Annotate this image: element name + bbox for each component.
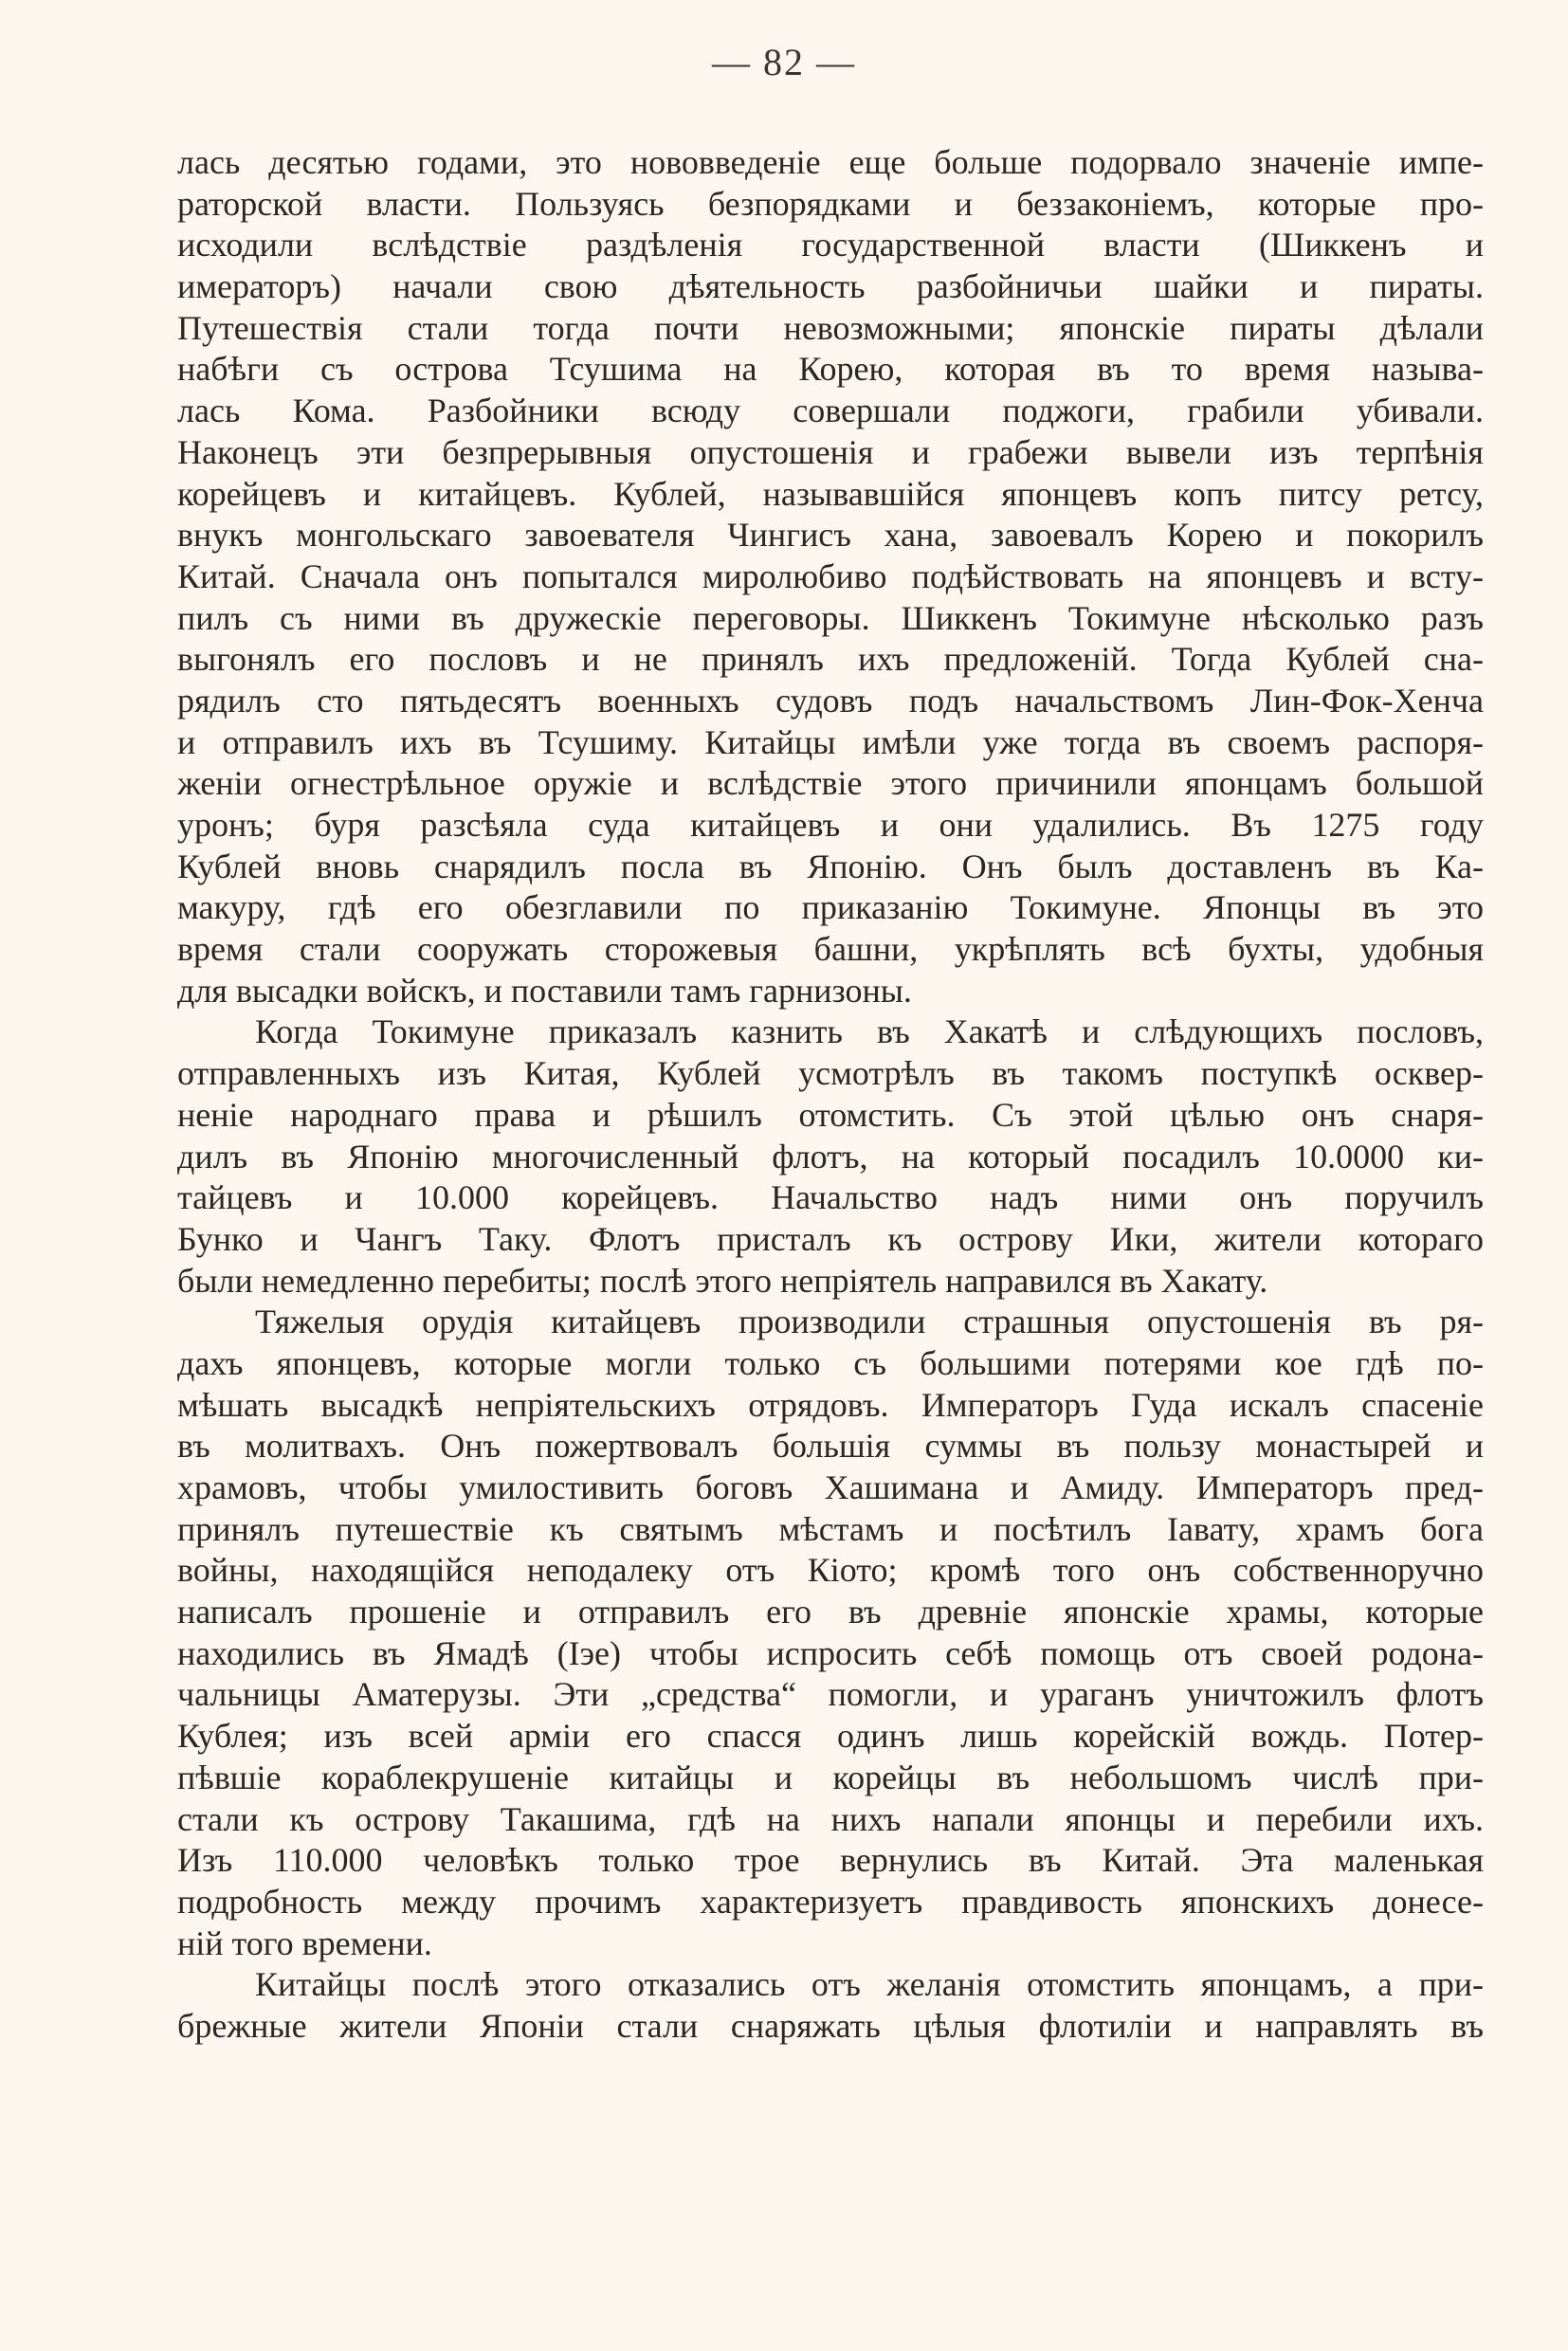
- text-line: для высадки войскъ, и поставили тамъ гарнизоны.: [177, 971, 912, 1010]
- text-line: имераторъ) начали свою дѣятельность разбойничьи шайки и пираты.: [177, 267, 1484, 306]
- text-line: женіи огнестрѣльное оружіе и вслѣдствіе этого причинили японцамъ большой: [177, 764, 1484, 803]
- text-line: Кублея; изъ всей арміи его спасся одинъ лишь корейскій вождь. Потер-: [177, 1717, 1484, 1756]
- text-line: время стали сооружать сторожевыя башни, укрѣплять всѣ бухты, удобныя: [177, 930, 1484, 969]
- text-line: Наконецъ эти безпрерывныя опустошенія и грабежи вывели изъ терпѣнія: [177, 432, 1484, 471]
- text-line: чальницы Аматерузы. Эти „средства“ помогли, и ураганъ уничтожилъ флотъ: [177, 1675, 1484, 1714]
- text-line: Путешествія стали тогда почти невозможными; японскіе пираты дѣлали: [177, 308, 1484, 347]
- text-line: стали къ острову Такашима, гдѣ на нихъ напали японцы и перебили ихъ.: [177, 1799, 1484, 1838]
- text-line: пилъ съ ними въ дружескіе переговоры. Шиккенъ Токимуне нѣсколько разъ: [177, 598, 1484, 637]
- text-line: исходили вслѣдствіе раздѣленія государственной власти (Шиккенъ и: [177, 226, 1484, 264]
- text-line: макуру, гдѣ его обезглавили по приказанію Токимуне. Японцы въ это: [177, 888, 1484, 927]
- text-line: Изъ 110.000 человѣкъ только трое вернулись въ Китай. Эта маленькая: [177, 1841, 1484, 1880]
- text-line: дилъ въ Японію многочисленный флотъ, на который посадилъ 10.0000 ки-: [177, 1137, 1484, 1176]
- text-line: лась Кома. Разбойники всюду совершали поджоги, грабили убивали.: [177, 392, 1484, 430]
- text-line: Кублей вновь снарядилъ посла въ Японію. Онъ былъ доставленъ въ Ка-: [177, 847, 1484, 885]
- text-line: Тяжелыя орудія китайцевъ производили страшныя опустошенія въ ря-: [255, 1303, 1484, 1341]
- text-line: подробность между прочимъ характеризуетъ правдивость японскихъ донесе-: [177, 1882, 1484, 1921]
- text-line: отправленныхъ изъ Китая, Кублей усмотрѣлъ въ такомъ поступкѣ осквер-: [177, 1054, 1484, 1093]
- text-line: въ молитвахъ. Онъ пожертвовалъ большія суммы въ пользу монастырей и: [177, 1427, 1484, 1466]
- text-line: мѣшать высадкѣ непріятельскихъ отрядовъ. Императоръ Гуда искалъ спасеніе: [177, 1385, 1484, 1424]
- text-line: дахъ японцевъ, которые могли только съ большими потерями кое гдѣ по-: [177, 1343, 1484, 1382]
- text-line: Китайцы послѣ этого отказались отъ желанія отомстить японцамъ, а при-: [255, 1965, 1484, 2004]
- text-line: тайцевъ и 10.000 корейцевъ. Начальство надъ ними онъ поручилъ: [177, 1178, 1484, 1217]
- text-line: храмовъ, чтобы умилостивить боговъ Хашимана и Амиду. Императоръ пред-: [177, 1468, 1484, 1506]
- text-line: Когда Токимуне приказалъ казнить въ Хакатѣ и слѣдующихъ пословъ,: [255, 1012, 1484, 1051]
- text-line: корейцевъ и китайцевъ. Кублей, называвшійся японцевъ копъ питсу ретсу,: [177, 474, 1484, 513]
- text-line: раторской власти. Пользуясь безпорядками и беззаконіемъ, которые про-: [177, 184, 1484, 223]
- text-line: ній того времени.: [177, 1923, 432, 1962]
- text-line: войны, находящійся неподалеку отъ Кіото; кромѣ того онъ собственноручно: [177, 1551, 1484, 1590]
- body-text: [177, 142, 1484, 2048]
- text-line: внукъ монгольскаго завоевателя Чингисъ хана, завоевалъ Корею и покорилъ: [177, 516, 1484, 555]
- text-line: уронъ; буря разсѣяла суда китайцевъ и они удалились. Въ 1275 году: [177, 806, 1484, 844]
- text-line: рядилъ сто пятьдесятъ военныхъ судовъ подъ начальствомъ Лин-Фок-Хенча: [177, 681, 1484, 720]
- text-line: находились въ Ямадѣ (Іэе) чтобы испросить себѣ помощь отъ своей родона-: [177, 1633, 1484, 1672]
- text-line: набѣги съ острова Тсушима на Корею, которая въ то время называ-: [177, 350, 1484, 389]
- text-line: лась десятью годами, это нововведеніе еще больше подорвало значеніе импе-: [177, 143, 1484, 181]
- page-number: — 82 —: [712, 41, 856, 83]
- text-line: Бунко и Чангъ Таку. Флотъ присталъ къ острову Ики, жители котораго: [177, 1219, 1484, 1258]
- text-line: брежные жители Японіи стали снаряжать цѣлыя флотиліи и направлять въ: [177, 2006, 1484, 2045]
- text-line: принялъ путешествіе къ святымъ мѣстамъ и посѣтилъ Іавату, храмъ бога: [177, 1509, 1484, 1548]
- text-line: Китай. Сначала онъ попытался миролюбиво подѣйствовать на японцевъ и всту-: [177, 556, 1484, 595]
- text-line: неніе народнаго права и рѣшилъ отомстить. Съ этой цѣлью онъ снаря-: [177, 1095, 1484, 1134]
- text-line: были немедленно перебиты; послѣ этого непріятель направился въ Хакату.: [177, 1261, 1268, 1300]
- text-line: выгонялъ его пословъ и не принялъ ихъ предложеній. Тогда Кублей сна-: [177, 640, 1484, 679]
- text-line: и отправилъ ихъ въ Тсушиму. Китайцы имѣли уже тогда въ своемъ распоря-: [177, 722, 1484, 761]
- text-line: написалъ прошеніе и отправилъ его въ древніе японскіе храмы, которые: [177, 1593, 1484, 1631]
- text-line: пѣвшіе кораблекрушеніе китайцы и корейцы въ небольшомъ числѣ при-: [177, 1758, 1484, 1796]
